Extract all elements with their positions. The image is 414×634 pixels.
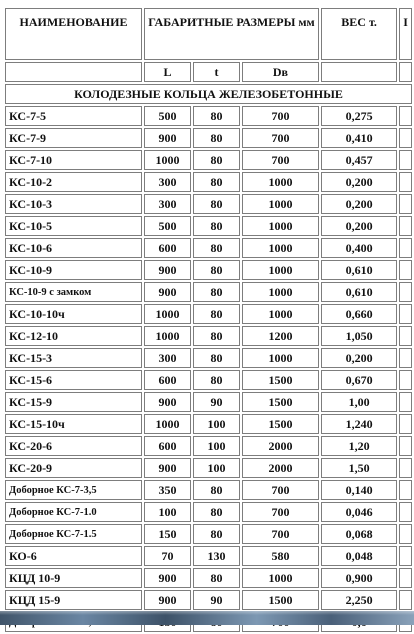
- cell-thickness: 100: [193, 458, 240, 478]
- cell-thickness: 80: [193, 348, 240, 368]
- cell-thickness: 80: [193, 480, 240, 500]
- cell-diameter: 1000: [242, 194, 319, 214]
- cell-extra: [399, 348, 412, 368]
- table-row: [5, 172, 412, 192]
- cell-diameter: 700: [242, 128, 319, 148]
- cell-diameter: 700: [242, 106, 319, 126]
- cell-extra: [399, 238, 412, 258]
- table-row: [5, 568, 412, 588]
- cell-thickness: 80: [193, 502, 240, 522]
- cell-extra: [399, 326, 412, 346]
- cell-weight: 1,050: [321, 326, 397, 346]
- cell-extra: [399, 172, 412, 192]
- table-row: [5, 524, 412, 544]
- cell-name: КС-7-10: [5, 150, 142, 170]
- cell-diameter: 1000: [242, 282, 319, 302]
- cell-weight: 1,240: [321, 414, 397, 434]
- cell-name: КС-10-9 с замком: [5, 282, 142, 302]
- cell-thickness: 90: [193, 590, 240, 610]
- table-row: [5, 260, 412, 280]
- header-name: НАИМЕНОВАНИЕ: [5, 8, 142, 60]
- table-row: [5, 392, 412, 412]
- cell-name: КС-20-9: [5, 458, 142, 478]
- table-row: [5, 304, 412, 324]
- cell-name: КО-6: [5, 546, 142, 566]
- subheader-row: [5, 62, 412, 82]
- cell-name: КС-15-3: [5, 348, 142, 368]
- header-row: [5, 8, 412, 60]
- cell-diameter: 1000: [242, 216, 319, 236]
- cell-extra: [399, 216, 412, 236]
- cell-name: Доборное КС-7-1.5: [5, 524, 142, 544]
- product-table: [3, 6, 414, 634]
- cell-diameter: 700: [242, 502, 319, 522]
- cell-diameter: 700: [242, 480, 319, 500]
- table-row: [5, 194, 412, 214]
- cell-weight: 0,068: [321, 524, 397, 544]
- table-row: [5, 348, 412, 368]
- cell-thickness: 80: [193, 128, 240, 148]
- cell-thickness: 80: [193, 524, 240, 544]
- cell-diameter: 1200: [242, 326, 319, 346]
- cell-length: 150: [144, 524, 191, 544]
- cell-weight: 0,275: [321, 106, 397, 126]
- cell-thickness: 80: [193, 282, 240, 302]
- cell-extra: [399, 568, 412, 588]
- table-row: [5, 458, 412, 478]
- cell-extra: [399, 128, 412, 148]
- cell-weight: 0,200: [321, 172, 397, 192]
- cell-diameter: 1500: [242, 414, 319, 434]
- cell-diameter: 1000: [242, 238, 319, 258]
- cell-length: 350: [144, 480, 191, 500]
- cell-name: КС-10-3: [5, 194, 142, 214]
- cell-thickness: 80: [193, 260, 240, 280]
- cell-weight: 0,457: [321, 150, 397, 170]
- cell-weight: 0,410: [321, 128, 397, 148]
- cell-name: КС-10-6: [5, 238, 142, 258]
- cell-length: 600: [144, 436, 191, 456]
- cell-extra: [399, 480, 412, 500]
- cell-name: КС-10-9: [5, 260, 142, 280]
- cell-extra: [399, 502, 412, 522]
- cell-extra: [399, 370, 412, 390]
- cell-extra: [399, 546, 412, 566]
- cell-diameter: 1000: [242, 348, 319, 368]
- cell-diameter: 1500: [242, 370, 319, 390]
- cell-weight: 1,50: [321, 458, 397, 478]
- cell-length: 300: [144, 194, 191, 214]
- cell-length: 300: [144, 172, 191, 192]
- table-row: [5, 282, 412, 302]
- table-row: [5, 590, 412, 610]
- table-row: [5, 480, 412, 500]
- cell-diameter: 2000: [242, 436, 319, 456]
- cell-length: 600: [144, 370, 191, 390]
- table-row: [5, 216, 412, 236]
- cell-name: Доборное КС-7-1.0: [5, 502, 142, 522]
- cell-diameter: 1000: [242, 260, 319, 280]
- subheader-empty: [321, 62, 397, 82]
- subheader-empty: [5, 62, 142, 82]
- cell-weight: 0,660: [321, 304, 397, 324]
- cell-thickness: 80: [193, 106, 240, 126]
- cell-extra: [399, 524, 412, 544]
- cell-length: 300: [144, 348, 191, 368]
- table-row: [5, 128, 412, 148]
- cell-thickness: 80: [193, 150, 240, 170]
- cell-length: 900: [144, 458, 191, 478]
- cell-name: КС-15-6: [5, 370, 142, 390]
- cell-weight: 0,200: [321, 348, 397, 368]
- cell-name: КС-15-10ч: [5, 414, 142, 434]
- table-row: [5, 414, 412, 434]
- cell-diameter: 1000: [242, 304, 319, 324]
- cell-name: КС-7-5: [5, 106, 142, 126]
- cell-weight: 0,610: [321, 282, 397, 302]
- cell-length: 900: [144, 568, 191, 588]
- cell-length: 500: [144, 216, 191, 236]
- cell-name: КС-10-10ч: [5, 304, 142, 324]
- table-row: [5, 436, 412, 456]
- cell-length: 600: [144, 238, 191, 258]
- cell-length: 900: [144, 128, 191, 148]
- cell-weight: 0,200: [321, 216, 397, 236]
- cell-extra: [399, 150, 412, 170]
- cell-weight: 1,00: [321, 392, 397, 412]
- cell-weight: 2,250: [321, 590, 397, 610]
- section-row: [5, 84, 412, 104]
- table-row: [5, 546, 412, 566]
- section-title: КОЛОДЕЗНЫЕ КОЛЬЦА ЖЕЛЕЗОБЕТОННЫЕ: [5, 84, 412, 104]
- cell-length: 1000: [144, 304, 191, 324]
- subheader-d: Dв: [242, 62, 319, 82]
- table-row: [5, 502, 412, 522]
- cell-length: 900: [144, 590, 191, 610]
- cell-length: 500: [144, 106, 191, 126]
- cell-weight: 0,400: [321, 238, 397, 258]
- cell-extra: [399, 392, 412, 412]
- cell-weight: 0,048: [321, 546, 397, 566]
- cell-name: КС-10-5: [5, 216, 142, 236]
- cell-extra: [399, 260, 412, 280]
- table-row: [5, 326, 412, 346]
- cell-extra: [399, 590, 412, 610]
- cell-name: КЦД 10-9: [5, 568, 142, 588]
- cell-name: КС-10-2: [5, 172, 142, 192]
- cell-length: 100: [144, 502, 191, 522]
- cell-length: 70: [144, 546, 191, 566]
- header-weight: ВЕС т.: [321, 8, 397, 60]
- table-body: [5, 106, 412, 632]
- cell-weight: 1,20: [321, 436, 397, 456]
- cell-diameter: 1000: [242, 568, 319, 588]
- cell-diameter: 580: [242, 546, 319, 566]
- cell-extra: [399, 106, 412, 126]
- cell-length: 900: [144, 282, 191, 302]
- cell-thickness: 80: [193, 172, 240, 192]
- header-dimensions: ГАБАРИТНЫЕ РАЗМЕРЫ мм: [144, 8, 319, 60]
- cell-thickness: 90: [193, 392, 240, 412]
- cell-weight: 0,046: [321, 502, 397, 522]
- cell-diameter: 1000: [242, 172, 319, 192]
- cell-length: 900: [144, 392, 191, 412]
- cell-diameter: 2000: [242, 458, 319, 478]
- cell-name: КС-15-9: [5, 392, 142, 412]
- cell-length: 1000: [144, 414, 191, 434]
- subheader-empty: [399, 62, 412, 82]
- cell-weight: 0,900: [321, 568, 397, 588]
- cell-weight: 0,140: [321, 480, 397, 500]
- cell-thickness: 130: [193, 546, 240, 566]
- cell-name: Доборное КС-7-3,5: [5, 480, 142, 500]
- cell-diameter: 700: [242, 524, 319, 544]
- cell-thickness: 100: [193, 436, 240, 456]
- cell-thickness: 80: [193, 216, 240, 236]
- table-row: [5, 238, 412, 258]
- cell-thickness: 80: [193, 568, 240, 588]
- cell-thickness: 80: [193, 238, 240, 258]
- subheader-t: t: [193, 62, 240, 82]
- cell-weight: 0,200: [321, 194, 397, 214]
- cell-name: КЦД 15-9: [5, 590, 142, 610]
- cell-name: КС-7-9: [5, 128, 142, 148]
- cell-extra: [399, 304, 412, 324]
- cell-extra: [399, 458, 412, 478]
- cell-extra: [399, 282, 412, 302]
- cell-name: КС-20-6: [5, 436, 142, 456]
- cell-thickness: 100: [193, 414, 240, 434]
- cell-length: 1000: [144, 326, 191, 346]
- cell-name: КС-12-10: [5, 326, 142, 346]
- header-extra: I: [399, 8, 412, 60]
- subheader-l: L: [144, 62, 191, 82]
- cell-thickness: 80: [193, 326, 240, 346]
- table-row: [5, 150, 412, 170]
- cell-diameter: 1500: [242, 392, 319, 412]
- cell-thickness: 80: [193, 304, 240, 324]
- desktop-background-strip: [0, 611, 414, 625]
- table-row: [5, 106, 412, 126]
- cell-extra: [399, 194, 412, 214]
- cell-diameter: 1500: [242, 590, 319, 610]
- cell-extra: [399, 436, 412, 456]
- cell-length: 1000: [144, 150, 191, 170]
- cell-diameter: 700: [242, 150, 319, 170]
- cell-weight: 0,670: [321, 370, 397, 390]
- cell-extra: [399, 414, 412, 434]
- cell-thickness: 80: [193, 194, 240, 214]
- cell-thickness: 80: [193, 370, 240, 390]
- cell-length: 900: [144, 260, 191, 280]
- cell-weight: 0,610: [321, 260, 397, 280]
- table-row: [5, 370, 412, 390]
